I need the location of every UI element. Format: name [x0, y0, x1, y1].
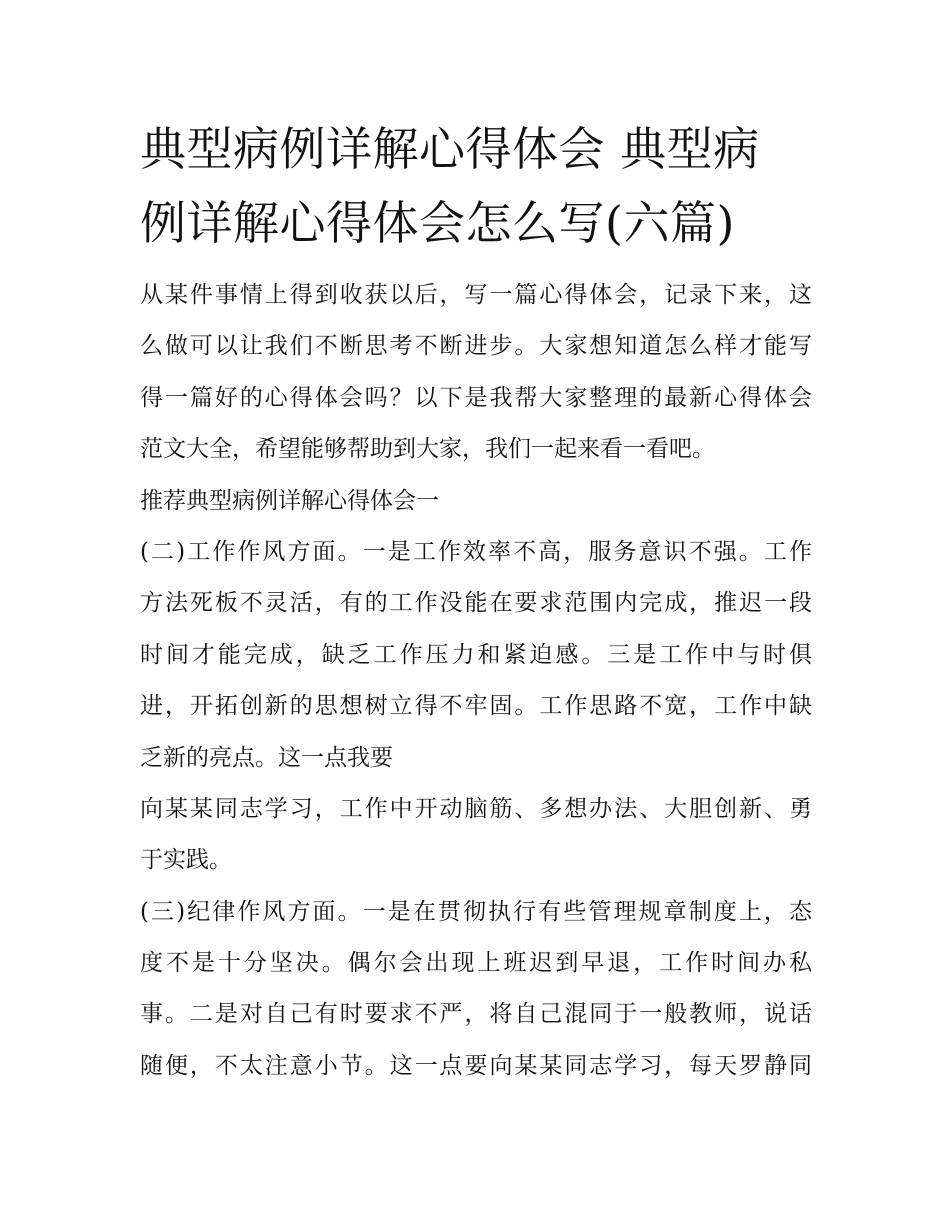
body-line: 随便，不太注意小节。这一点要向某某同志学习，每天罗静同: [140, 1052, 812, 1079]
document-body: [140, 270, 812, 1092]
title-line-1: 典型病例详解心得体会 典型病: [140, 122, 760, 176]
body-line: 向某某同志学习，工作中开动脑筋、多想办法、大胆创新、勇: [140, 795, 812, 822]
body-line: 进，开拓创新的思想树立得不牢固。工作思路不宽，工作中缺: [140, 693, 812, 720]
body-line: 范文大全，希望能够帮助到大家，我们一起来看一看吧。: [140, 436, 715, 463]
document-title: [140, 112, 812, 260]
body-line: 方法死板不灵活，有的工作没能在要求范围内完成，推迟一段: [140, 590, 812, 617]
body-line: 事。二是对自己有时要求不严，将自己混同于一般教师，说话: [140, 1001, 812, 1028]
body-line: (三)纪律作风方面。一是在贯彻执行有些管理规章制度上，态: [140, 898, 812, 925]
title-line-2: 例详解心得体会怎么写(六篇): [140, 196, 735, 250]
body-line: 乏新的亮点。这一点我要: [140, 744, 393, 771]
body-line: 得一篇好的心得体会吗？以下是我帮大家整理的最新心得体会: [140, 384, 812, 411]
body-line: (二)工作作风方面。一是工作效率不高，服务意识不强。工作: [140, 538, 812, 565]
body-line: 度不是十分坚决。偶尔会出现上班迟到早退，工作时间办私: [140, 950, 812, 977]
body-line: 么做可以让我们不断思考不断进步。大家想知道怎么样才能写: [140, 333, 812, 360]
body-line: 从某件事情上得到收获以后，写一篇心得体会，记录下来，这: [140, 282, 812, 308]
body-line: 推荐典型病例详解心得体会一: [140, 487, 439, 514]
body-line: 于实践。: [140, 847, 232, 874]
body-line: 时间才能完成，缺乏工作压力和紧迫感。三是工作中与时俱: [140, 641, 812, 668]
document-page: [140, 112, 812, 1092]
